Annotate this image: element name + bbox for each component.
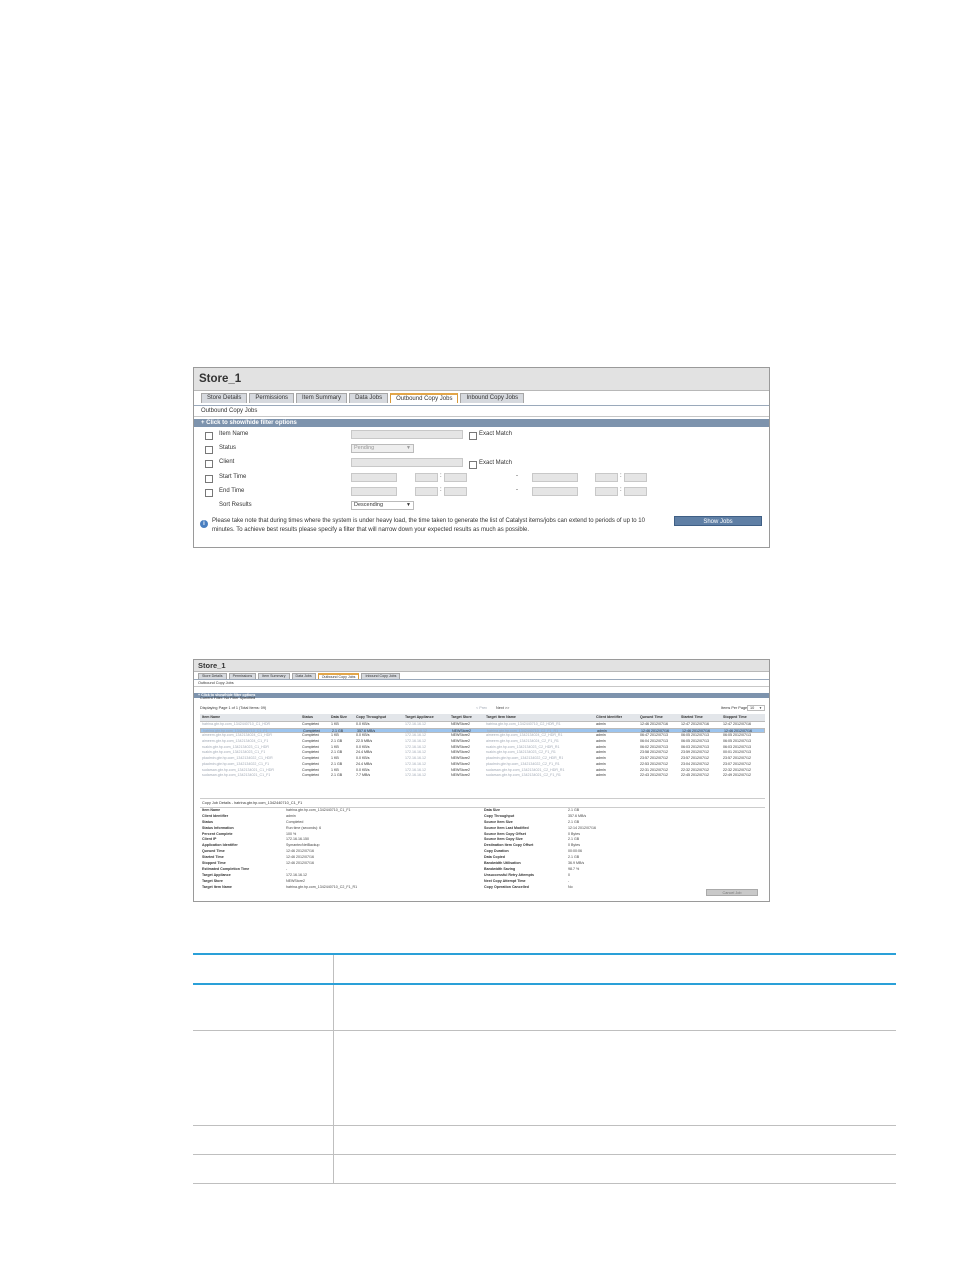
table-cell: NEWStore2 — [451, 739, 470, 744]
detail-label: Destination Item Copy Offset — [484, 843, 534, 848]
tab-inbound-copy-jobs[interactable]: Inbound Copy Jobs — [361, 673, 400, 679]
detail-label: Percent Complete — [202, 831, 233, 836]
detail-value: NEWStore2 — [286, 878, 305, 883]
detail-value: Completed — [286, 819, 304, 824]
items-per-page-select[interactable] — [747, 705, 765, 711]
table-cell: 0.0 KB/s — [356, 733, 370, 738]
item-name-checkbox[interactable] — [205, 432, 213, 440]
table-cell: 12:47 2012/07/16 — [723, 722, 751, 726]
table-cell: aimeem.gbr.hp.com_1342134024_C1_F1 — [202, 739, 269, 744]
filter-toggle[interactable]: + Click to show/hide filter options — [194, 693, 769, 698]
table-cell: Completed — [302, 761, 320, 766]
table-cell: NEWStore2 — [451, 761, 470, 766]
table-cell: aimeem.gbr.hp.com_1342134024_C2_F1_R1 — [486, 739, 559, 744]
column-header: Item Name — [202, 715, 221, 719]
table-cell: 172.16.16.12 — [405, 739, 426, 744]
table-cell: 22:53 2012/07/12 — [640, 761, 668, 766]
table-cell: 24.4 MB/s — [356, 750, 373, 755]
time-separator: : — [440, 473, 442, 479]
item-name-label: Item Name — [219, 431, 249, 437]
table-cell: 00:01 2012/07/13 — [723, 750, 751, 755]
end-date-from-input[interactable] — [351, 487, 397, 496]
detail-value: 2.1 GB — [568, 855, 580, 860]
detail-value: 12:46 2012/07/16 — [286, 849, 314, 854]
table-cell: 06:05 2012/07/13 — [723, 739, 751, 744]
table-cell: 2.1 GB — [332, 728, 344, 733]
detail-value: - — [568, 878, 570, 883]
end-time-label: End Time — [219, 488, 245, 494]
detail-label: Client IP — [202, 837, 217, 842]
table-cell: 172.16.16.12 — [405, 722, 426, 726]
status-select-value: Pending — [354, 445, 375, 451]
column-header: Client Identifier — [596, 715, 623, 719]
detail-value: 357.6 MB/s — [568, 813, 587, 818]
table-header — [200, 714, 765, 722]
table-cell: 12:47 2012/07/16 — [681, 722, 709, 726]
table-cell: 357.6 MB/s — [357, 728, 376, 733]
detail-value: 0 Bytes — [568, 843, 580, 848]
status-checkbox[interactable] — [205, 446, 213, 454]
cancel-job-button[interactable]: Cancel Job — [706, 889, 758, 896]
detail-value: Run time (seconds): 6 — [286, 825, 322, 830]
detail-label: Bandwidth Saving — [484, 866, 516, 871]
column-header: Target Store — [451, 715, 472, 719]
client-checkbox[interactable] — [205, 460, 213, 468]
detail-label: Data Copied — [484, 855, 505, 860]
tab-item-summary[interactable]: Item Summary — [258, 673, 289, 679]
detail-value: 0 — [568, 872, 570, 877]
end-time-checkbox[interactable] — [205, 489, 213, 497]
table-cell: 12:46 2012/07/16 — [641, 728, 669, 733]
detail-row — [200, 885, 765, 891]
table-cell: sudarsan.gbr.hp.com_1342134021_C1_F1 — [202, 773, 271, 778]
status-label: Status — [219, 445, 237, 451]
column-header: Target Item Name — [486, 715, 516, 719]
table-cell: 0.0 KB/s — [356, 744, 370, 749]
start-date-from-input[interactable] — [351, 473, 397, 482]
table-cell: ruakin.gbr.hp.com_1342134023_C1_HDR — [202, 744, 269, 749]
table-cell: sudarsan.gbr.hp.com_1342134021_C2_HDR_R1 — [486, 767, 565, 772]
detail-label: Application Identifier — [202, 843, 238, 848]
section-title: Outbound Copy Jobs — [194, 680, 769, 687]
table-cell: 22:32 2012/07/12 — [681, 767, 709, 772]
table-cell: 12:46 2012/07/16 — [724, 728, 752, 733]
detail-label: Estimated Completion Time — [202, 866, 250, 871]
store-title: Store_1 — [194, 368, 769, 391]
table-row[interactable] — [200, 773, 765, 779]
table-cell: 12:46 2012/07/16 — [640, 722, 668, 726]
detail-value: 12:46 2012/07/16 — [286, 855, 314, 860]
table-cell: 1 KB — [331, 767, 339, 772]
table-cell: Completed — [302, 773, 320, 778]
load-warning-note: Please take note that during times where the system is under heavy load, the time taken to generate the list of Catalyst items/jobs can extend to periods of up to 10 minutes. To achieve best results please specify a filter that will narrow down your expected results as much as possible. — [212, 518, 645, 533]
detail-label: Item Name — [202, 808, 221, 812]
outbound-copy-jobs-results-screenshot — [193, 659, 770, 902]
table-cell: 23:57 2012/07/12 — [640, 756, 668, 761]
table-cell: 172.16.16.12 — [405, 744, 426, 749]
table-cell: Completed — [302, 750, 320, 755]
table-cell: Completed — [302, 756, 320, 761]
field-description-table — [193, 953, 896, 1184]
client-input[interactable] — [351, 458, 463, 467]
end-date-to-input[interactable] — [532, 487, 578, 496]
tab-store-details[interactable]: Store Details — [201, 393, 247, 403]
table-cell: 172.16.16.12 — [406, 728, 427, 733]
copy-jobs-table — [200, 714, 765, 779]
table-cell: 06:05 2012/07/13 — [723, 733, 751, 738]
table-cell: Completed — [302, 739, 320, 744]
table-cell: 06:04 2012/07/13 — [640, 739, 668, 744]
detail-label: Next Copy Attempt Time — [484, 878, 526, 883]
client-exact-checkbox[interactable] — [469, 461, 477, 469]
table-cell: 22.5 MB/s — [356, 739, 373, 744]
sort-results-value: Descending — [354, 502, 384, 508]
detail-value: 100 % — [286, 831, 297, 836]
table-cell: 06:05 2012/07/13 — [681, 739, 709, 744]
table-cell: 172.16.16.12 — [405, 767, 426, 772]
table-cell: 23:59 2012/07/12 — [681, 750, 709, 755]
detail-label: Data Size — [484, 808, 500, 812]
detail-value: - — [286, 866, 288, 871]
table-row — [193, 1030, 896, 1125]
table-cell: Completed — [302, 722, 320, 726]
paging-summary: Displaying Page 1 of 1 (Total Items: 09) — [200, 706, 267, 710]
table-cell: NEWStore2 — [451, 750, 470, 755]
item-name-input[interactable] — [351, 430, 463, 439]
detail-label: Status Information — [202, 825, 234, 830]
table-cell: NEWStore2 — [451, 744, 470, 749]
table-cell: 06:02 2012/07/13 — [640, 744, 668, 749]
detail-label: Client Identifier — [202, 813, 229, 818]
table-cell: 7.7 MB/s — [356, 773, 371, 778]
table-cell: hatrina.gbr.hp.com_1342440710_C2_F1_R1 — [487, 728, 559, 733]
table-cell: 2.1 GB — [331, 750, 343, 755]
table-cell: ruakin.gbr.hp.com_1342134023_C2_HDR_R1 — [486, 744, 560, 749]
tab-outbound-copy-jobs[interactable]: Outbound Copy Jobs — [390, 393, 458, 403]
table-cell: 24.4 MB/s — [356, 761, 373, 766]
table-cell: 1 KB — [331, 733, 339, 738]
start-hour-to-input[interactable] — [595, 473, 618, 482]
client-label: Client — [219, 459, 235, 465]
start-time-label: Start Time — [219, 474, 247, 480]
table-cell: 1 KB — [331, 722, 339, 726]
table-cell: Completed — [302, 767, 320, 772]
table-cell: 1 KB — [331, 744, 339, 749]
detail-label: Bandwidth Utilisation — [484, 861, 521, 866]
table-cell: NEWStore2 — [451, 767, 470, 772]
table-cell: pkadmin.gbr.hp.com_1342134022_C2_F1_R1 — [486, 761, 560, 766]
table-cell: 2.1 GB — [331, 773, 343, 778]
filter-toggle[interactable]: + Click to show/hide filter options — [194, 419, 769, 427]
copy-job-details — [200, 798, 765, 890]
detail-label: Status — [202, 819, 213, 824]
detail-value: hatrina.gbr.hp.com_1342440710_C2_F1_R1 — [286, 884, 358, 889]
column-header: Status — [302, 715, 313, 719]
table-cell: admin — [596, 750, 606, 755]
column-header: Queued Time — [640, 715, 663, 719]
table-cell: hatrina.gbr.hp.com_1342440710_C1_HDR — [202, 722, 271, 726]
table-header-row — [193, 954, 896, 984]
current-filter-text: Current Filter: No Filter Specified — [200, 696, 256, 700]
table-row — [193, 1154, 896, 1183]
table-cell: 22:45 2012/07/12 — [681, 773, 709, 778]
table-cell: 12:46 2012/07/16 — [682, 728, 710, 733]
prev-page-link[interactable]: < Prev — [476, 706, 488, 710]
tab-outbound-copy-jobs[interactable]: Outbound Copy Jobs — [318, 673, 360, 679]
copy-job-details-title: Copy Job Details - hatrina.gbr.hp.com_1342440710_C1_F1 — [200, 799, 765, 808]
table-cell: admin — [596, 773, 606, 778]
detail-label: Source Item Copy Offset — [484, 831, 526, 836]
time-separator: : — [440, 487, 442, 493]
table-cell: NEWStore2 — [451, 733, 470, 738]
item-name-exact-label: Exact Match — [479, 431, 513, 437]
table-cell: sudarsan.gbr.hp.com_1342134021_C2_F1_R1 — [486, 773, 561, 778]
table-cell: NEWStore2 — [451, 773, 470, 778]
table-cell: aimeem.gbr.hp.com_1342134024_C2_HDR_R1 — [486, 733, 563, 738]
end-minute-to-input[interactable] — [624, 487, 647, 496]
table-cell: 172.16.16.12 — [405, 773, 426, 778]
detail-value: 12:46 2012/07/16 — [286, 861, 314, 866]
range-separator: - — [516, 487, 518, 493]
tab-permissions[interactable]: Permissions — [229, 673, 257, 679]
detail-value: 2.1 GB — [568, 808, 580, 812]
start-time-checkbox[interactable] — [205, 475, 213, 483]
start-minute-to-input[interactable] — [624, 473, 647, 482]
end-hour-to-input[interactable] — [595, 487, 618, 496]
table-cell: hatrina.gbr.hp.com_1342440710_C1_F1 — [203, 728, 268, 733]
table-cell: 1 KB — [331, 756, 339, 761]
table-cell: admin — [596, 739, 606, 744]
table-cell: 23:57 2012/07/12 — [681, 756, 709, 761]
store-tabs — [194, 391, 769, 406]
detail-label: Source Item Last Modified — [484, 825, 529, 830]
detail-value: 12:14 2012/07/16 — [568, 825, 596, 830]
detail-value: SymantecNetBackup — [286, 843, 320, 848]
outbound-copy-jobs-filter-screenshot — [193, 367, 770, 548]
detail-label: Started Time — [202, 855, 224, 860]
column-header: Copy Throughput — [356, 715, 387, 719]
store-title: Store_1 — [194, 660, 769, 672]
table-cell: 2.1 GB — [331, 761, 343, 766]
table-cell: admin — [597, 728, 607, 733]
column-header: Stopped Time — [723, 715, 747, 719]
start-date-to-input[interactable] — [532, 473, 578, 482]
table-cell: admin — [596, 756, 606, 761]
sort-results-select[interactable] — [351, 501, 414, 510]
detail-label: Target Store — [202, 878, 223, 883]
end-minute-from-input[interactable] — [444, 487, 467, 496]
time-separator: : — [620, 487, 622, 493]
table-cell: 06:03 2012/07/13 — [681, 744, 709, 749]
show-jobs-button[interactable]: Show Jobs — [674, 516, 762, 526]
table-cell: NEWStore2 — [451, 756, 470, 761]
detail-label: Source Item Copy Size — [484, 837, 523, 842]
detail-value: 0 Bytes — [568, 831, 580, 836]
detail-value: 172.16.16.12 — [286, 872, 307, 877]
table-cell: pkadmin.gbr.hp.com_1342134022_C1_HDR — [202, 756, 273, 761]
start-minute-from-input[interactable] — [444, 473, 467, 482]
table-cell: 23:58 2012/07/12 — [640, 750, 668, 755]
table-cell: 06:05 2012/07/13 — [681, 733, 709, 738]
table-cell: 172.16.16.12 — [405, 756, 426, 761]
detail-value: admin — [286, 813, 296, 818]
table-cell: admin — [596, 733, 606, 738]
next-page-link[interactable]: Next >> — [496, 706, 510, 710]
table-cell: 23:04 2012/07/12 — [681, 761, 709, 766]
detail-value: 00:00:06 — [568, 849, 582, 854]
client-exact-label: Exact Match — [479, 460, 513, 466]
table-cell: 22:49 2012/07/12 — [723, 773, 751, 778]
table-cell: admin — [596, 744, 606, 749]
table-cell: pkadmin.gbr.hp.com_1342134022_C2_HDR_R1 — [486, 756, 564, 761]
chevron-down-icon: ▼ — [406, 445, 411, 451]
chevron-down-icon: ▼ — [406, 502, 411, 508]
detail-value: 98.7 % — [568, 866, 580, 871]
start-hour-from-input[interactable] — [415, 473, 438, 482]
detail-value: 36.9 MB/s — [568, 861, 585, 866]
detail-value: 172.16.16.150 — [286, 837, 309, 842]
table-cell: admin — [596, 722, 606, 726]
end-hour-from-input[interactable] — [415, 487, 438, 496]
table-cell: ruakin.gbr.hp.com_1342134023_C1_F1 — [202, 750, 266, 755]
detail-label: Source Item Size — [484, 819, 513, 824]
table-cell: 0.0 KB/s — [356, 722, 370, 726]
detail-label: Copy Operation Cancelled — [484, 884, 529, 889]
column-header: Target Appliance — [405, 715, 434, 719]
info-icon: i — [200, 520, 208, 528]
table-cell: 172.16.16.12 — [405, 733, 426, 738]
tab-permissions[interactable]: Permissions — [249, 393, 294, 403]
detail-value: 2.1 GB — [568, 819, 580, 824]
table-cell: 23:07 2012/07/12 — [723, 761, 751, 766]
detail-value: 2.1 GB — [568, 837, 580, 842]
detail-label: Queued Time — [202, 849, 225, 854]
table-cell: 22:43 2012/07/12 — [640, 773, 668, 778]
table-row — [193, 1125, 896, 1154]
table-cell: Completed — [302, 733, 320, 738]
tab-data-jobs[interactable]: Data Jobs — [292, 673, 316, 679]
tab-store-details[interactable]: Store Details — [198, 673, 227, 679]
table-cell: 172.16.16.12 — [405, 761, 426, 766]
tab-inbound-copy-jobs[interactable]: Inbound Copy Jobs — [460, 393, 524, 403]
detail-label: Copy Duration — [484, 849, 509, 854]
table-row — [193, 984, 896, 1030]
table-cell: 0.0 KB/s — [356, 767, 370, 772]
table-cell: pkadmin.gbr.hp.com_1342134022_C1_F1 — [202, 761, 270, 766]
column-header: Data Size — [331, 715, 347, 719]
table-cell: 172.16.16.12 — [405, 750, 426, 755]
tab-item-summary[interactable]: Item Summary — [296, 393, 347, 403]
status-select[interactable] — [351, 444, 414, 453]
table-cell: 22:32 2012/07/12 — [723, 767, 751, 772]
tab-data-jobs[interactable]: Data Jobs — [349, 393, 388, 403]
sort-results-label: Sort Results — [219, 502, 252, 508]
table-cell: 0.0 KB/s — [356, 756, 370, 761]
table-cell: ruakin.gbr.hp.com_1342134023_C2_F1_R1 — [486, 750, 556, 755]
table-cell: 22:31 2012/07/12 — [640, 767, 668, 772]
table-cell: 23:57 2012/07/12 — [723, 756, 751, 761]
detail-value: No — [568, 884, 573, 889]
table-cell: 06:03 2012/07/13 — [723, 744, 751, 749]
table-cell: 06:47 2012/07/13 — [640, 733, 668, 738]
detail-label: Stopped Time — [202, 861, 226, 866]
items-per-page-value: 10 — [750, 706, 755, 710]
range-separator: - — [516, 473, 518, 479]
items-per-page-label: Items Per Page — [721, 706, 748, 710]
store-tabs — [194, 672, 769, 680]
table-cell: sudarsan.gbr.hp.com_1342134021_C1_HDR — [202, 767, 274, 772]
detail-label: Copy Throughput — [484, 813, 515, 818]
table-cell: NEWStore2 — [452, 728, 471, 733]
column-header: Started Time — [681, 715, 703, 719]
time-separator: : — [620, 473, 622, 479]
table-cell: admin — [596, 761, 606, 766]
detail-label: Unsuccessful Retry Attempts — [484, 872, 534, 877]
chevron-down-icon: ▼ — [759, 706, 762, 710]
table-cell: aimeem.gbr.hp.com_1342134024_C1_HDR — [202, 733, 272, 738]
item-name-exact-checkbox[interactable] — [469, 432, 477, 440]
table-cell: Completed — [303, 728, 321, 733]
table-cell: hatrina.gbr.hp.com_1342440710_C2_HDR_R1 — [486, 722, 561, 726]
section-title: Outbound Copy Jobs — [194, 406, 769, 417]
detail-value: hatrina.gbr.hp.com_1342440710_C1_F1 — [286, 808, 351, 812]
table-cell: admin — [596, 767, 606, 772]
detail-label: Target Item Name — [202, 884, 232, 889]
table-cell: 2.1 GB — [331, 739, 343, 744]
table-cell: Completed — [302, 744, 320, 749]
detail-label: Target Appliance — [202, 872, 231, 877]
table-cell: NEWStore2 — [451, 722, 470, 726]
